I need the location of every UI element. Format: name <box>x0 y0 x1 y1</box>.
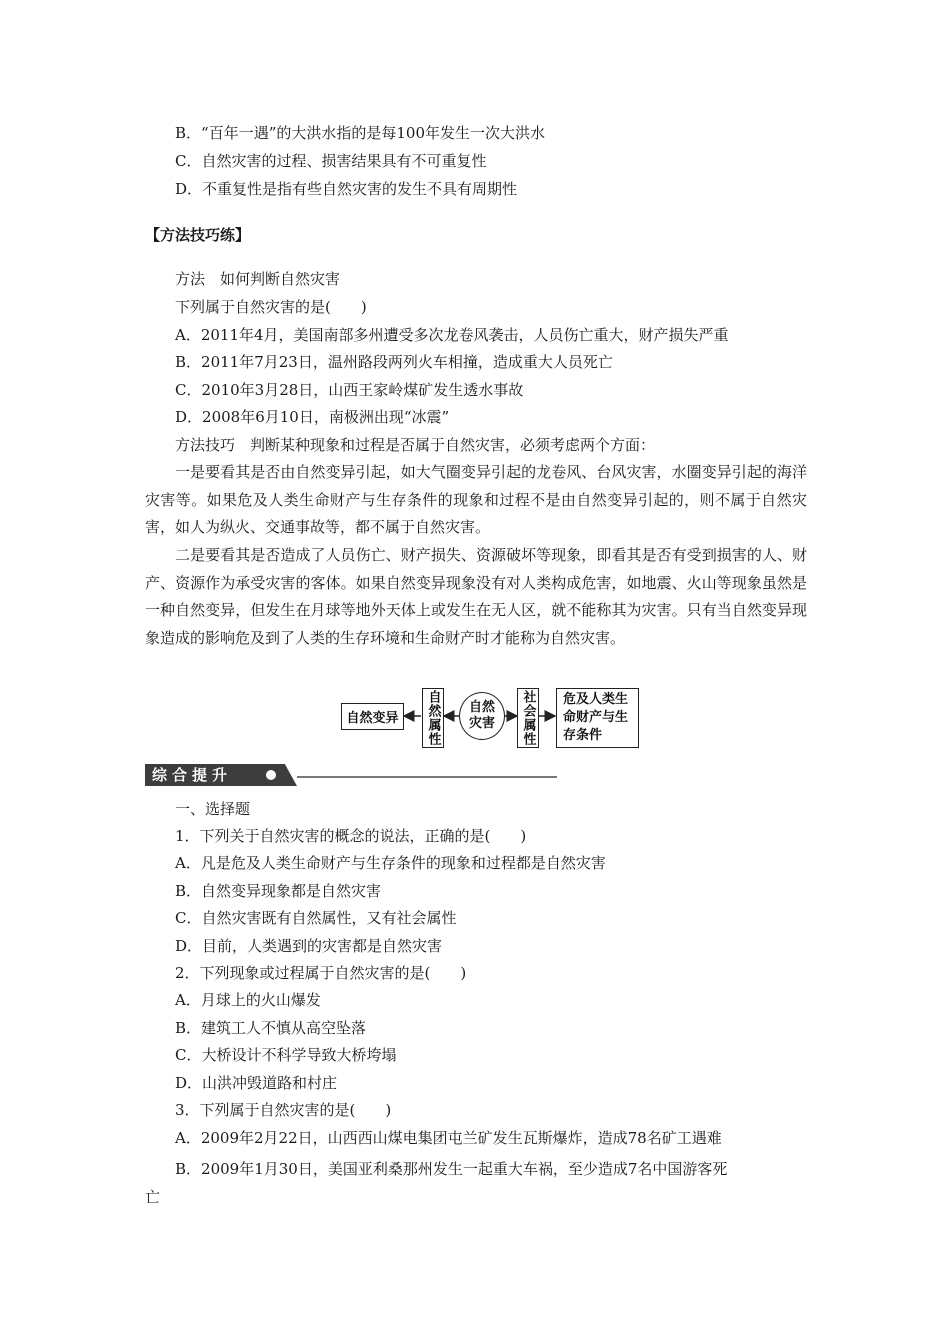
method-option-d: D．2008年6月10日，南极洲出现“冰震” <box>175 408 450 426</box>
exercise-line: B．2009年1月30日，美国亚利桑那州发生一起重大车祸，至少造成7名中国游客死 <box>175 1160 728 1178</box>
method-option-c: C．2010年3月28日，山西王家岭煤矿发生透水事故 <box>175 381 524 399</box>
natural-variation-box: 自然变异 <box>341 703 404 730</box>
banner-divider <box>297 776 557 778</box>
exercise-line: B．自然变异现象都是自然灾害 <box>175 882 382 900</box>
exercise-line: B．建筑工人不慎从高空坠落 <box>175 1019 367 1037</box>
exercise-section-title: 一、选择题 <box>175 800 251 818</box>
method-option-a: A．2011年4月，美国南部多州遭受多次龙卷风袭击，人员伤亡重大，财产损失严重 <box>175 326 729 344</box>
exercise-line: D．目前，人类遇到的灾害都是自然灾害 <box>175 937 443 955</box>
natural-disaster-circle: 自然灾害 <box>459 692 505 740</box>
method-paragraph-1: 一是要看其是否由自然变异引起，如大气圈变异引起的龙卷风、台风灾害，水圈变异引起的海洋灾害等。如果危及人类生命财产与生存条件的现象和过程不是由自然变异引起的，则不属于自然灾害，如人为纵火、交通事故等，都不属于自然灾害。 <box>145 463 807 537</box>
exercise-line-wrap: 亡 <box>145 1188 161 1206</box>
exercise-line: A．2009年2月22日，山西西山煤电集团屯兰矿发生瓦斯爆炸，造成78名矿工遇难 <box>175 1129 722 1147</box>
social-attribute-box: 社会属性 <box>517 688 539 748</box>
endanger-box: 危及人类生命财产与生存条件 <box>556 688 639 748</box>
exercise-line: A．凡是危及人类生命财产与生存条件的现象和过程都是自然灾害 <box>175 854 606 872</box>
exercise-line: C．大桥设计不科学导致大桥垮塌 <box>175 1046 397 1064</box>
exercise-line: 1．下列关于自然灾害的概念的说法，正确的是( ) <box>175 827 527 845</box>
option-b-top: B．“百年一遇”的大洪水指的是每100年发生一次大洪水 <box>175 124 545 142</box>
exercise-line: 2．下列现象或过程属于自然灾害的是( ) <box>175 964 467 982</box>
exercise-line: 3．下列属于自然灾害的是( ) <box>175 1101 392 1119</box>
exercise-line: A．月球上的火山爆发 <box>175 991 321 1009</box>
banner-dot-icon <box>266 770 276 780</box>
method-option-b: B．2011年7月23日，温州路段两列火车相撞，造成重大人员死亡 <box>175 353 613 371</box>
method-paragraph-2: 二是要看其是否造成了人员伤亡、财产损失、资源破坏等现象，即看其是否有受到损害的人、财产、资源作为承受灾害的客体。如果自然变异现象没有对人类构成危害，如地震、火山等现象虽然是一种自然变异，但发生在月球等地外天体上或发生在无人区，就不能称其为灾害。只有当自然变异现象造成的影响危及到了人类的生存环境和生命财产时才能称为自然灾害。 <box>145 546 807 648</box>
natural-attribute-box: 自然属性 <box>422 688 444 748</box>
method-title: 方法 如何判断自然灾害 <box>175 270 341 288</box>
method-question: 下列属于自然灾害的是( ) <box>175 298 367 316</box>
section-heading: 【方法技巧练】 <box>145 226 251 244</box>
option-d-top: D．不重复性是指有些自然灾害的发生不具有周期性 <box>175 180 518 198</box>
option-c-top: C．自然灾害的过程、损害结果具有不可重复性 <box>175 152 487 170</box>
method-tip-intro: 方法技巧 判断某种现象和过程是否属于自然灾害，必须考虑两个方面： <box>175 436 656 454</box>
banner-title: 综合提升 <box>152 766 233 784</box>
exercise-line: C．自然灾害既有自然属性，又有社会属性 <box>175 909 457 927</box>
exercise-line: D．山洪冲毁道路和村庄 <box>175 1074 338 1092</box>
